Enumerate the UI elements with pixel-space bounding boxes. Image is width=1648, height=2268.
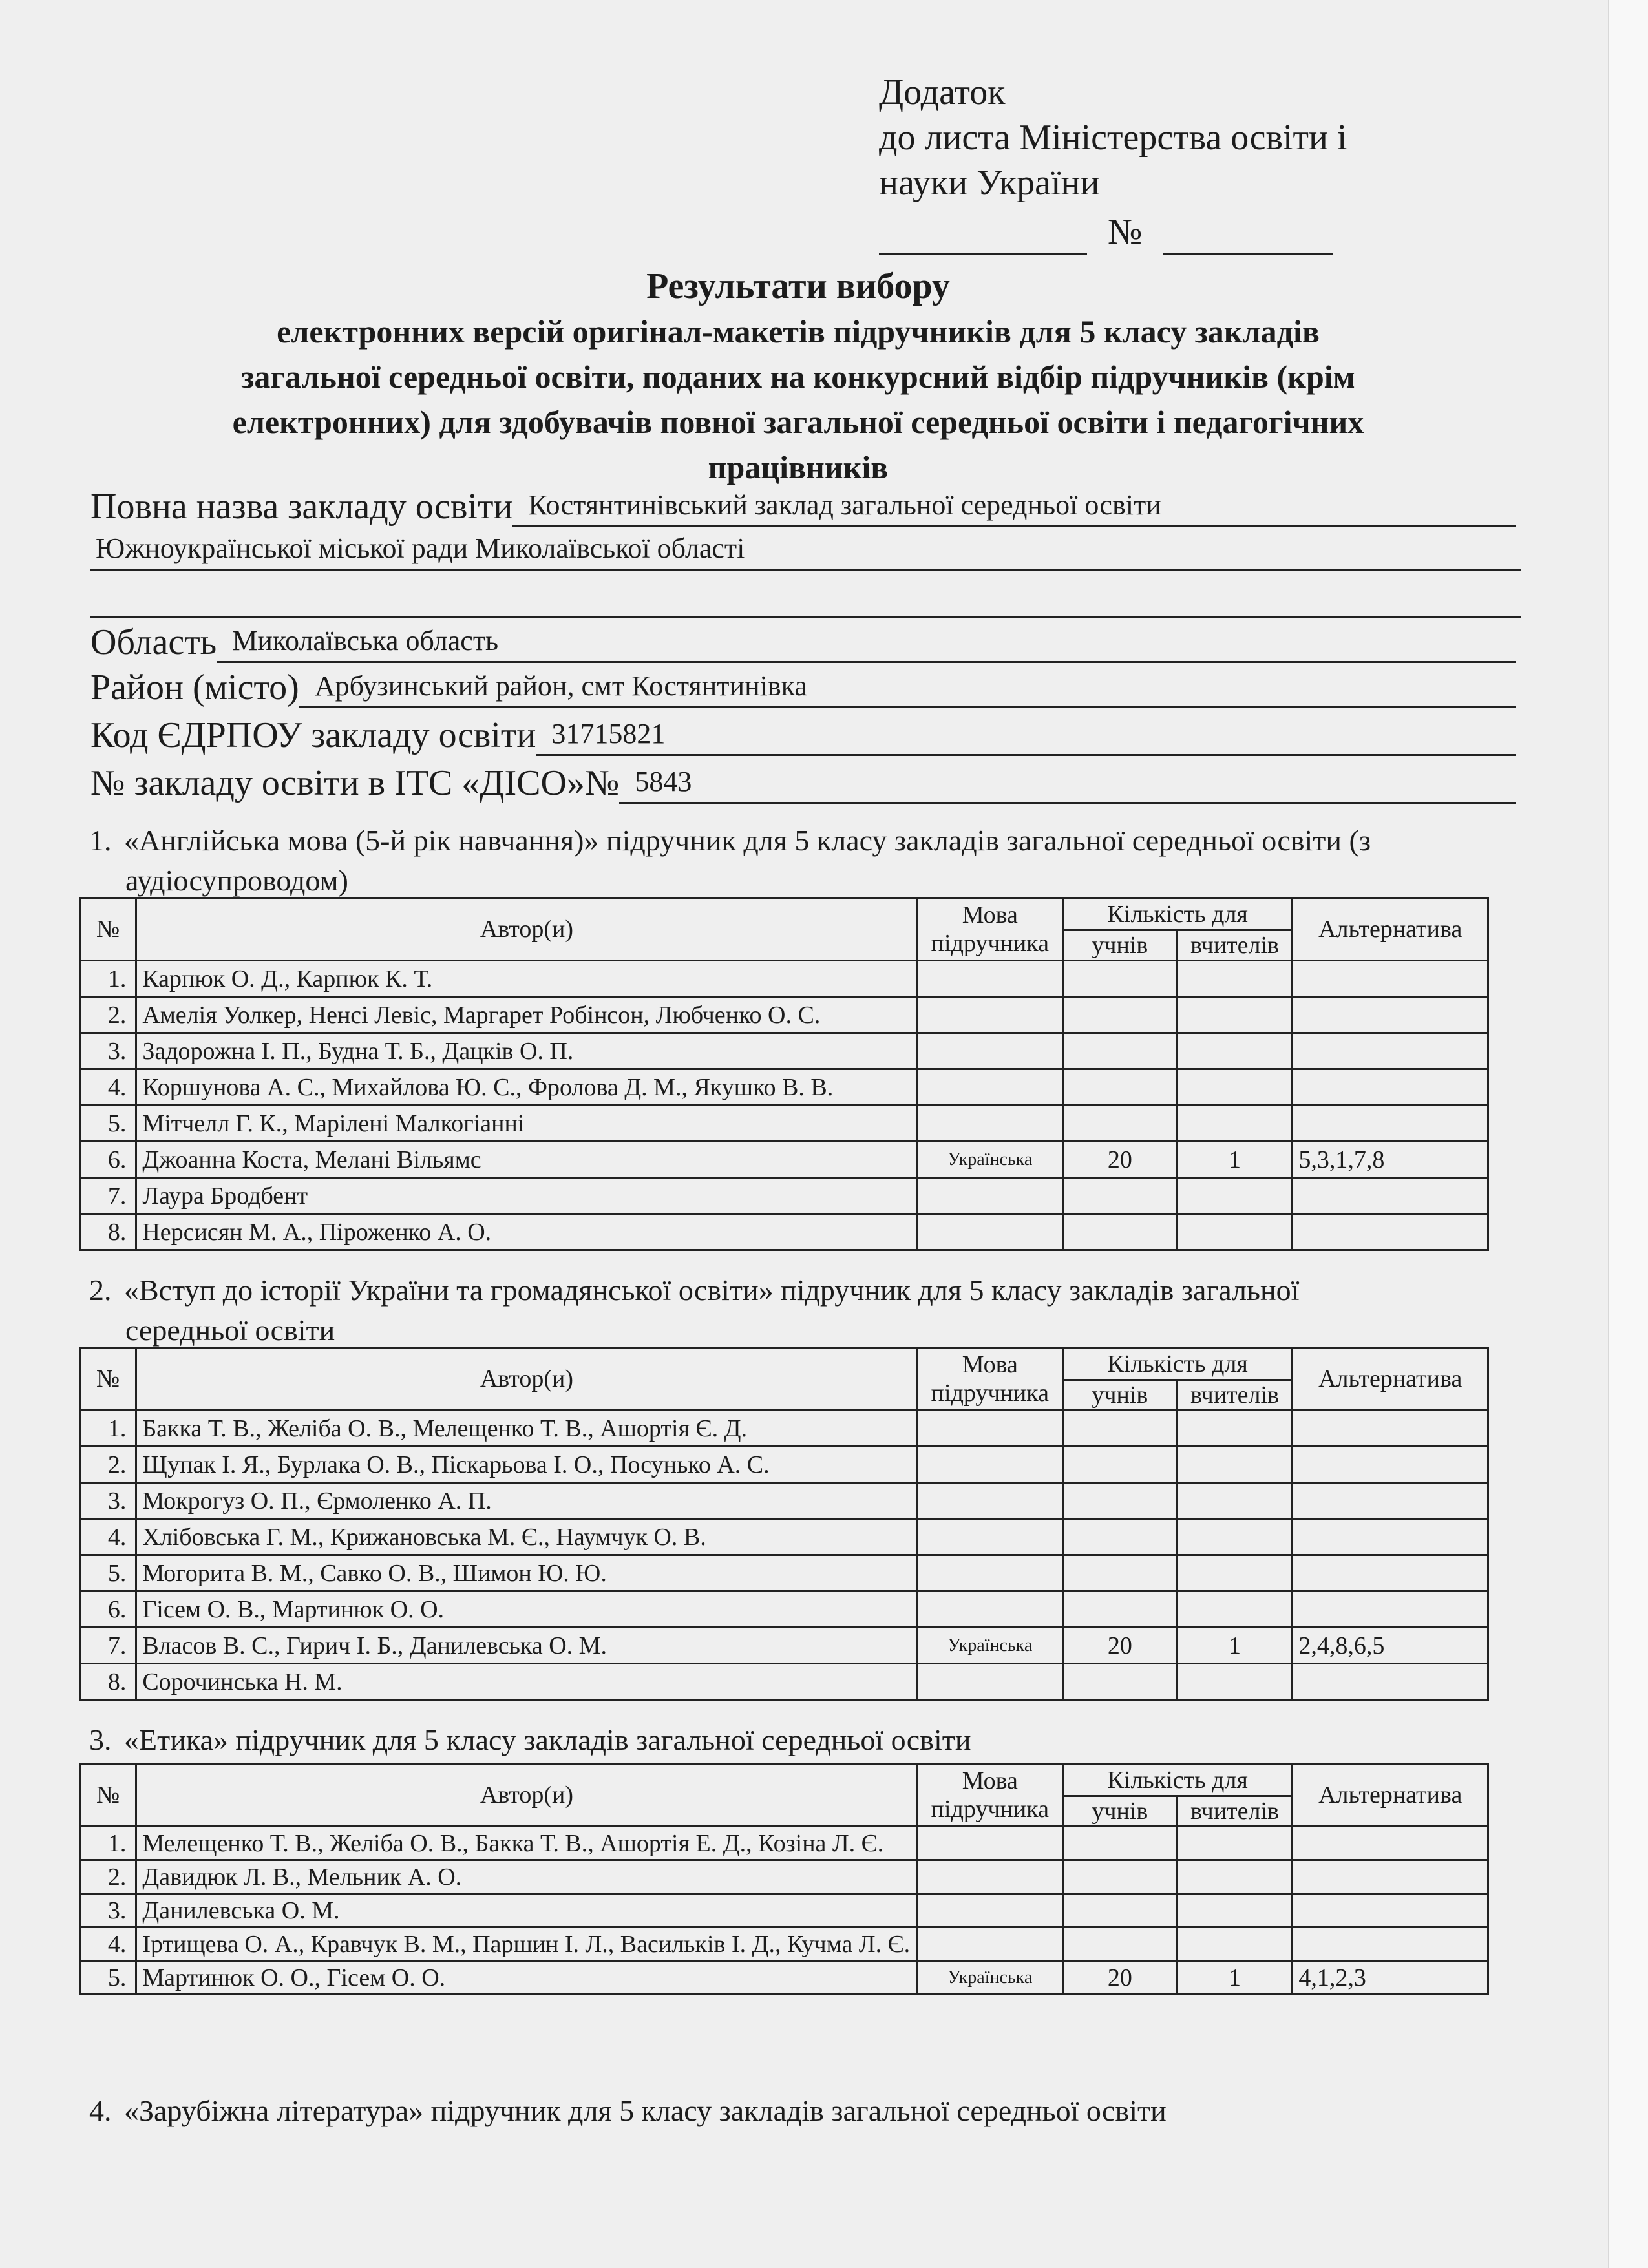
language-cell: [917, 1591, 1062, 1628]
its-label: № закладу освіти в ІТС «ДІСО»№: [90, 763, 620, 803]
section-number: 1.: [89, 824, 112, 857]
section-title: «Етика» підручник для 5 класу закладів загальної середньої освіти: [124, 1723, 971, 1756]
edrpou-field: [90, 715, 1516, 756]
author-cell: Бакка Т. В., Желіба О. В., Мелещенко Т. В., Ашортія Є. Д.: [136, 1411, 917, 1447]
table-row: [80, 1827, 1488, 1860]
author-cell: Мокрогуз О. П., Єрмоленко А. П.: [136, 1483, 917, 1519]
row-number-cell: 4.: [80, 1069, 136, 1106]
header-students: учнів: [1063, 1796, 1178, 1827]
alternative-cell: 4,1,2,3: [1293, 1961, 1488, 1995]
table-row: [80, 1519, 1488, 1555]
language-cell: [917, 1447, 1062, 1483]
table-row: [80, 1483, 1488, 1519]
section-heading-4: [89, 2091, 1521, 2131]
edrpou-value: 31715821: [536, 717, 1516, 756]
section-number: 3.: [89, 1723, 112, 1756]
teachers-count-cell: [1177, 1069, 1293, 1106]
teachers-count-cell: [1177, 1555, 1293, 1591]
author-cell: Коршунова А. С., Михайлова Ю. С., Фролова Д. М., Якушко В. В.: [136, 1069, 917, 1106]
alternative-cell: [1293, 1411, 1488, 1447]
title-line: електронних) для здобувачів повної загальної середньої освіти і педагогічних: [232, 404, 1364, 440]
table-row: [80, 1106, 1488, 1142]
alternative-cell: [1293, 1591, 1488, 1628]
row-number-cell: 5.: [80, 1961, 136, 1995]
alternative-cell: [1293, 1106, 1488, 1142]
title-line: електронних версій оригінал-макетів підручників для 5 класу закладів: [277, 313, 1320, 350]
row-number-cell: 4.: [80, 1519, 136, 1555]
table-row: [80, 1927, 1488, 1961]
books-table-1: [79, 897, 1489, 1251]
section-heading-1: [89, 821, 1521, 901]
teachers-count-cell: [1177, 1106, 1293, 1142]
row-number-cell: 2.: [80, 1447, 136, 1483]
alternative-cell: [1293, 1860, 1488, 1894]
header-quantity: Кількість для: [1063, 1764, 1293, 1796]
section-number: 2.: [89, 1274, 112, 1307]
teachers-count-cell: [1177, 1927, 1293, 1961]
header-teachers: вчителів: [1177, 1796, 1293, 1827]
author-cell: Задорожна І. П., Будна Т. Б., Дацків О. П.: [136, 1033, 917, 1069]
header-alternative: Альтернатива: [1293, 1764, 1488, 1827]
alternative-cell: 5,3,1,7,8: [1293, 1142, 1488, 1178]
section-title: «Зарубіжна література» підручник для 5 класу закладів загальної середньої освіти: [124, 2094, 1167, 2127]
alternative-cell: [1293, 1927, 1488, 1961]
row-number-cell: 2.: [80, 1860, 136, 1894]
alternative-cell: [1293, 1483, 1488, 1519]
author-cell: Власов В. С., Гирич І. Б., Данилевська О. М.: [136, 1628, 917, 1664]
section-title-cont: середньої освіти: [125, 1314, 335, 1347]
header-quantity: Кількість для: [1063, 1348, 1293, 1380]
table-row: [80, 1591, 1488, 1628]
teachers-count-cell: [1177, 961, 1293, 997]
language-cell: [917, 961, 1062, 997]
row-number-cell: 3.: [80, 1483, 136, 1519]
row-number-cell: 3.: [80, 1033, 136, 1069]
language-cell: [917, 1664, 1062, 1700]
table-row: [80, 1447, 1488, 1483]
alternative-cell: [1293, 1894, 1488, 1927]
section-title: «Вступ до історії України та громадянської освіти» підручник для 5 класу закладів загальної: [124, 1274, 1300, 1307]
teachers-count-cell: 1: [1177, 1628, 1293, 1664]
teachers-count-cell: [1177, 1411, 1293, 1447]
region-label: Область: [90, 622, 217, 662]
region-value: Миколаївська область: [217, 624, 1516, 663]
language-cell: Українська: [917, 1142, 1062, 1178]
teachers-count-cell: [1177, 1894, 1293, 1927]
language-cell: [917, 997, 1062, 1033]
author-cell: Сорочинська Н. М.: [136, 1664, 917, 1700]
table-row: [80, 1069, 1488, 1106]
alternative-cell: [1293, 1827, 1488, 1860]
language-cell: [917, 1927, 1062, 1961]
author-cell: Могорита В. М., Савко О. В., Шимон Ю. Ю.: [136, 1555, 917, 1591]
number-sign: №: [1108, 212, 1143, 252]
students-count-cell: [1063, 1033, 1178, 1069]
students-count-cell: [1063, 1069, 1178, 1106]
language-cell: [917, 1214, 1062, 1250]
teachers-count-cell: [1177, 1519, 1293, 1555]
full-name-label: Повна назва закладу освіти: [90, 487, 513, 527]
students-count-cell: 20: [1063, 1961, 1178, 1995]
students-count-cell: [1063, 1178, 1178, 1214]
language-cell: [917, 1519, 1062, 1555]
alternative-cell: [1293, 1178, 1488, 1214]
language-cell: [917, 1894, 1062, 1927]
students-count-cell: [1063, 1664, 1178, 1700]
language-cell: [917, 1483, 1062, 1519]
row-number-cell: 2.: [80, 997, 136, 1033]
author-cell: Давидюк Л. В., Мельник А. О.: [136, 1860, 917, 1894]
header-language: Мова підручника: [917, 1348, 1062, 1411]
students-count-cell: [1063, 1447, 1178, 1483]
row-number-cell: 7.: [80, 1178, 136, 1214]
row-number-cell: 8.: [80, 1664, 136, 1700]
alternative-cell: [1293, 1069, 1488, 1106]
its-value: 5843: [619, 764, 1516, 804]
students-count-cell: [1063, 1555, 1178, 1591]
students-count-cell: [1063, 1591, 1178, 1628]
teachers-count-cell: [1177, 1447, 1293, 1483]
author-cell: Карпюк О. Д., Карпюк К. Т.: [136, 961, 917, 997]
row-number-cell: 3.: [80, 1894, 136, 1927]
author-cell: Данилевська О. М.: [136, 1894, 917, 1927]
row-number-cell: 1.: [80, 961, 136, 997]
alternative-cell: [1293, 1214, 1488, 1250]
table-row: [80, 1178, 1488, 1214]
header-num: №: [80, 1348, 136, 1411]
section-number: 4.: [89, 2094, 112, 2127]
table-row: [80, 1555, 1488, 1591]
language-cell: [917, 1860, 1062, 1894]
full-name-value: Костянтинівський заклад загальної середньої освіти: [512, 488, 1516, 527]
language-cell: [917, 1033, 1062, 1069]
district-field: [90, 667, 1516, 708]
language-cell: [917, 1827, 1062, 1860]
number-blank: [1163, 219, 1333, 255]
table-row: [80, 961, 1488, 997]
author-cell: Гісем О. В., Мартинюк О. О.: [136, 1591, 917, 1628]
date-blank: [879, 219, 1087, 255]
header-quantity: Кількість для: [1063, 898, 1293, 930]
header-author: Автор(и): [136, 1764, 917, 1827]
header-teachers: вчителів: [1177, 1380, 1293, 1411]
author-cell: Хлібовська Г. М., Крижановська М. Є., Наумчук О. В.: [136, 1519, 917, 1555]
row-number-cell: 1.: [80, 1411, 136, 1447]
alternative-cell: [1293, 961, 1488, 997]
author-cell: Амелія Уолкер, Ненсі Левіс, Маргарет Робінсон, Любченко О. С.: [136, 997, 917, 1033]
students-count-cell: 20: [1063, 1628, 1178, 1664]
row-number-cell: 8.: [80, 1214, 136, 1250]
table-row: [80, 1961, 1488, 1995]
full-name-value-line-2: Южноукраїнської міської ради Миколаївської області: [90, 531, 1521, 571]
header-language: Мова підручника: [917, 898, 1062, 961]
row-number-cell: 7.: [80, 1628, 136, 1664]
header-author: Автор(и): [136, 1348, 917, 1411]
language-cell: [917, 1411, 1062, 1447]
language-cell: [917, 1555, 1062, 1591]
table-row: [80, 997, 1488, 1033]
students-count-cell: [1063, 1894, 1178, 1927]
author-cell: Іртищева О. А., Кравчук В. М., Паршин І. Л., Васильків І. Д., Кучма Л. Є.: [136, 1927, 917, 1961]
teachers-count-cell: [1177, 1483, 1293, 1519]
alternative-cell: [1293, 997, 1488, 1033]
students-count-cell: [1063, 1927, 1178, 1961]
full-name-field: [90, 486, 1516, 527]
section-heading-3: [89, 1720, 1521, 1760]
its-field: [90, 762, 1516, 804]
books-table-2: [79, 1347, 1489, 1701]
students-count-cell: [1063, 997, 1178, 1033]
alternative-cell: [1293, 1447, 1488, 1483]
district-label: Район (місто): [90, 667, 299, 708]
row-number-cell: 5.: [80, 1106, 136, 1142]
header-num: №: [80, 1764, 136, 1827]
author-cell: Джоанна Коста, Мелані Вільямс: [136, 1142, 917, 1178]
alternative-cell: [1293, 1664, 1488, 1700]
author-cell: Лаура Бродбент: [136, 1178, 917, 1214]
header-students: учнів: [1063, 1380, 1178, 1411]
header-author: Автор(и): [136, 898, 917, 961]
title-line: працівників: [708, 449, 889, 485]
students-count-cell: 20: [1063, 1142, 1178, 1178]
title-line: загальної середньої освіти, поданих на конкурсний відбір підручників (крім: [241, 359, 1355, 395]
table-row: [80, 1142, 1488, 1178]
row-number-cell: 1.: [80, 1827, 136, 1860]
page-edge: [1608, 0, 1648, 2268]
annex-line: науки України: [879, 163, 1100, 203]
district-value: Арбузинський район, смт Костянтинівка: [299, 669, 1516, 708]
students-count-cell: [1063, 1214, 1178, 1250]
language-cell: [917, 1069, 1062, 1106]
teachers-count-cell: [1177, 1214, 1293, 1250]
table-row: [80, 1628, 1488, 1664]
books-table-3: [79, 1763, 1489, 1995]
row-number-cell: 6.: [80, 1142, 136, 1178]
students-count-cell: [1063, 961, 1178, 997]
header-num: №: [80, 898, 136, 961]
language-cell: Українська: [917, 1628, 1062, 1664]
alternative-cell: [1293, 1519, 1488, 1555]
section-title-cont: аудіосупроводом): [125, 864, 348, 897]
teachers-count-cell: [1177, 1591, 1293, 1628]
header-language: Мова підручника: [917, 1764, 1062, 1827]
row-number-cell: 6.: [80, 1591, 136, 1628]
teachers-count-cell: [1177, 997, 1293, 1033]
section-title: «Англійська мова (5-й рік навчання)» підручник для 5 класу закладів загальної середньої освіти (з: [124, 824, 1371, 857]
table-row: [80, 1411, 1488, 1447]
table-row: [80, 1214, 1488, 1250]
teachers-count-cell: 1: [1177, 1142, 1293, 1178]
teachers-count-cell: [1177, 1178, 1293, 1214]
teachers-count-cell: 1: [1177, 1961, 1293, 1995]
students-count-cell: [1063, 1827, 1178, 1860]
annex-line: до листа Міністерства освіти і: [879, 118, 1347, 158]
alternative-cell: [1293, 1033, 1488, 1069]
table-row: [80, 1033, 1488, 1069]
title-main: Результати вибору: [646, 266, 950, 306]
students-count-cell: [1063, 1411, 1178, 1447]
region-field: [90, 622, 1516, 663]
header-teachers: вчителів: [1177, 930, 1293, 961]
alternative-cell: 2,4,8,6,5: [1293, 1628, 1488, 1664]
teachers-count-cell: [1177, 1033, 1293, 1069]
edrpou-label: Код ЄДРПОУ закладу освіти: [90, 715, 536, 755]
author-cell: Мітчелл Г. К., Марілені Малкогіанні: [136, 1106, 917, 1142]
author-cell: Мелещенко Т. В., Желіба О. В., Бакка Т. В., Ашортія Е. Д., Козіна Л. Є.: [136, 1827, 917, 1860]
language-cell: [917, 1178, 1062, 1214]
document-title: [71, 264, 1525, 490]
students-count-cell: [1063, 1106, 1178, 1142]
students-count-cell: [1063, 1483, 1178, 1519]
students-count-cell: [1063, 1860, 1178, 1894]
alternative-cell: [1293, 1555, 1488, 1591]
header-students: учнів: [1063, 930, 1178, 961]
author-cell: Щупак І. Я., Бурлака О. В., Піскарьова І. О., Посунько А. С.: [136, 1447, 917, 1483]
row-number-cell: 4.: [80, 1927, 136, 1961]
table-row: [80, 1860, 1488, 1894]
teachers-count-cell: [1177, 1827, 1293, 1860]
section-heading-2: [89, 1270, 1521, 1350]
table-row: [80, 1894, 1488, 1927]
teachers-count-cell: [1177, 1860, 1293, 1894]
language-cell: [917, 1106, 1062, 1142]
annex-reference-line: [879, 209, 1347, 255]
students-count-cell: [1063, 1519, 1178, 1555]
header-alternative: Альтернатива: [1293, 898, 1488, 961]
table-row: [80, 1664, 1488, 1700]
annex-block: [879, 70, 1347, 255]
teachers-count-cell: [1177, 1664, 1293, 1700]
language-cell: Українська: [917, 1961, 1062, 1995]
annex-line: Додаток: [879, 72, 1006, 112]
author-cell: Нерсисян М. А., Піроженко А. О.: [136, 1214, 917, 1250]
author-cell: Мартинюк О. О., Гісем О. О.: [136, 1961, 917, 1995]
empty-line: [90, 579, 1521, 618]
row-number-cell: 5.: [80, 1555, 136, 1591]
header-alternative: Альтернатива: [1293, 1348, 1488, 1411]
